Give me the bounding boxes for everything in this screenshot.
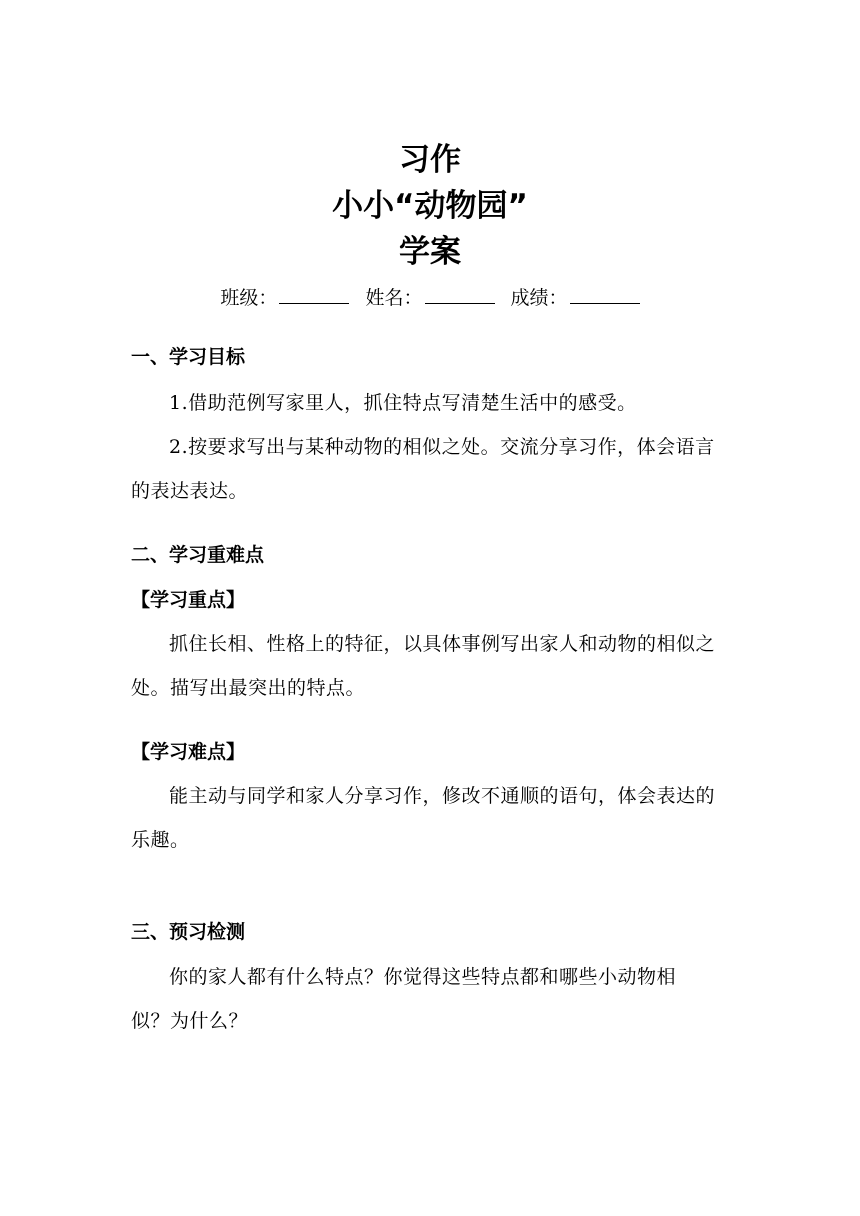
section-heading-preview-check: 三、预习检测 — [131, 921, 246, 943]
page-title-line-1: 习作 — [399, 142, 461, 178]
difficulty-text: 能主动与同学和家人分享习作，修改不通顺的语句，体会表达的乐趣。 — [131, 785, 716, 851]
class-blank[interactable] — [279, 285, 349, 304]
goal-item-1: 1.借助范例写家里人，抓住特点写清楚生活中的感受。 — [169, 392, 637, 414]
score-blank[interactable] — [570, 285, 640, 304]
page-title-line-3: 学案 — [399, 234, 461, 270]
score-label: 成绩： — [510, 287, 568, 309]
section-heading-learning-goals: 一、学习目标 — [131, 346, 246, 368]
class-label: 班级： — [220, 287, 278, 309]
name-label: 姓名： — [365, 287, 423, 309]
page-title-line-2: 小小“动物园” — [332, 188, 528, 224]
goal-item-2: 2.按要求写出与某种动物的相似之处。交流分享习作，体会语言的表达表达。 — [131, 436, 715, 502]
student-info-line — [0, 283, 860, 313]
class-field — [220, 283, 349, 313]
section-heading-key-points: 二、学习重难点 — [131, 544, 265, 566]
name-field — [365, 283, 494, 313]
name-blank[interactable] — [425, 285, 495, 304]
difficulty-label: 【学习难点】 — [131, 741, 246, 763]
score-field — [511, 283, 640, 313]
key-point-label: 【学习重点】 — [131, 589, 246, 611]
preview-question: 你的家人都有什么特点？你觉得这些特点都和哪些小动物相似？为什么？ — [131, 966, 677, 1032]
key-point-text: 抓住长相、性格上的特征，以具体事例写出家人和动物的相似之处。描写出最突出的特点。 — [131, 633, 716, 699]
